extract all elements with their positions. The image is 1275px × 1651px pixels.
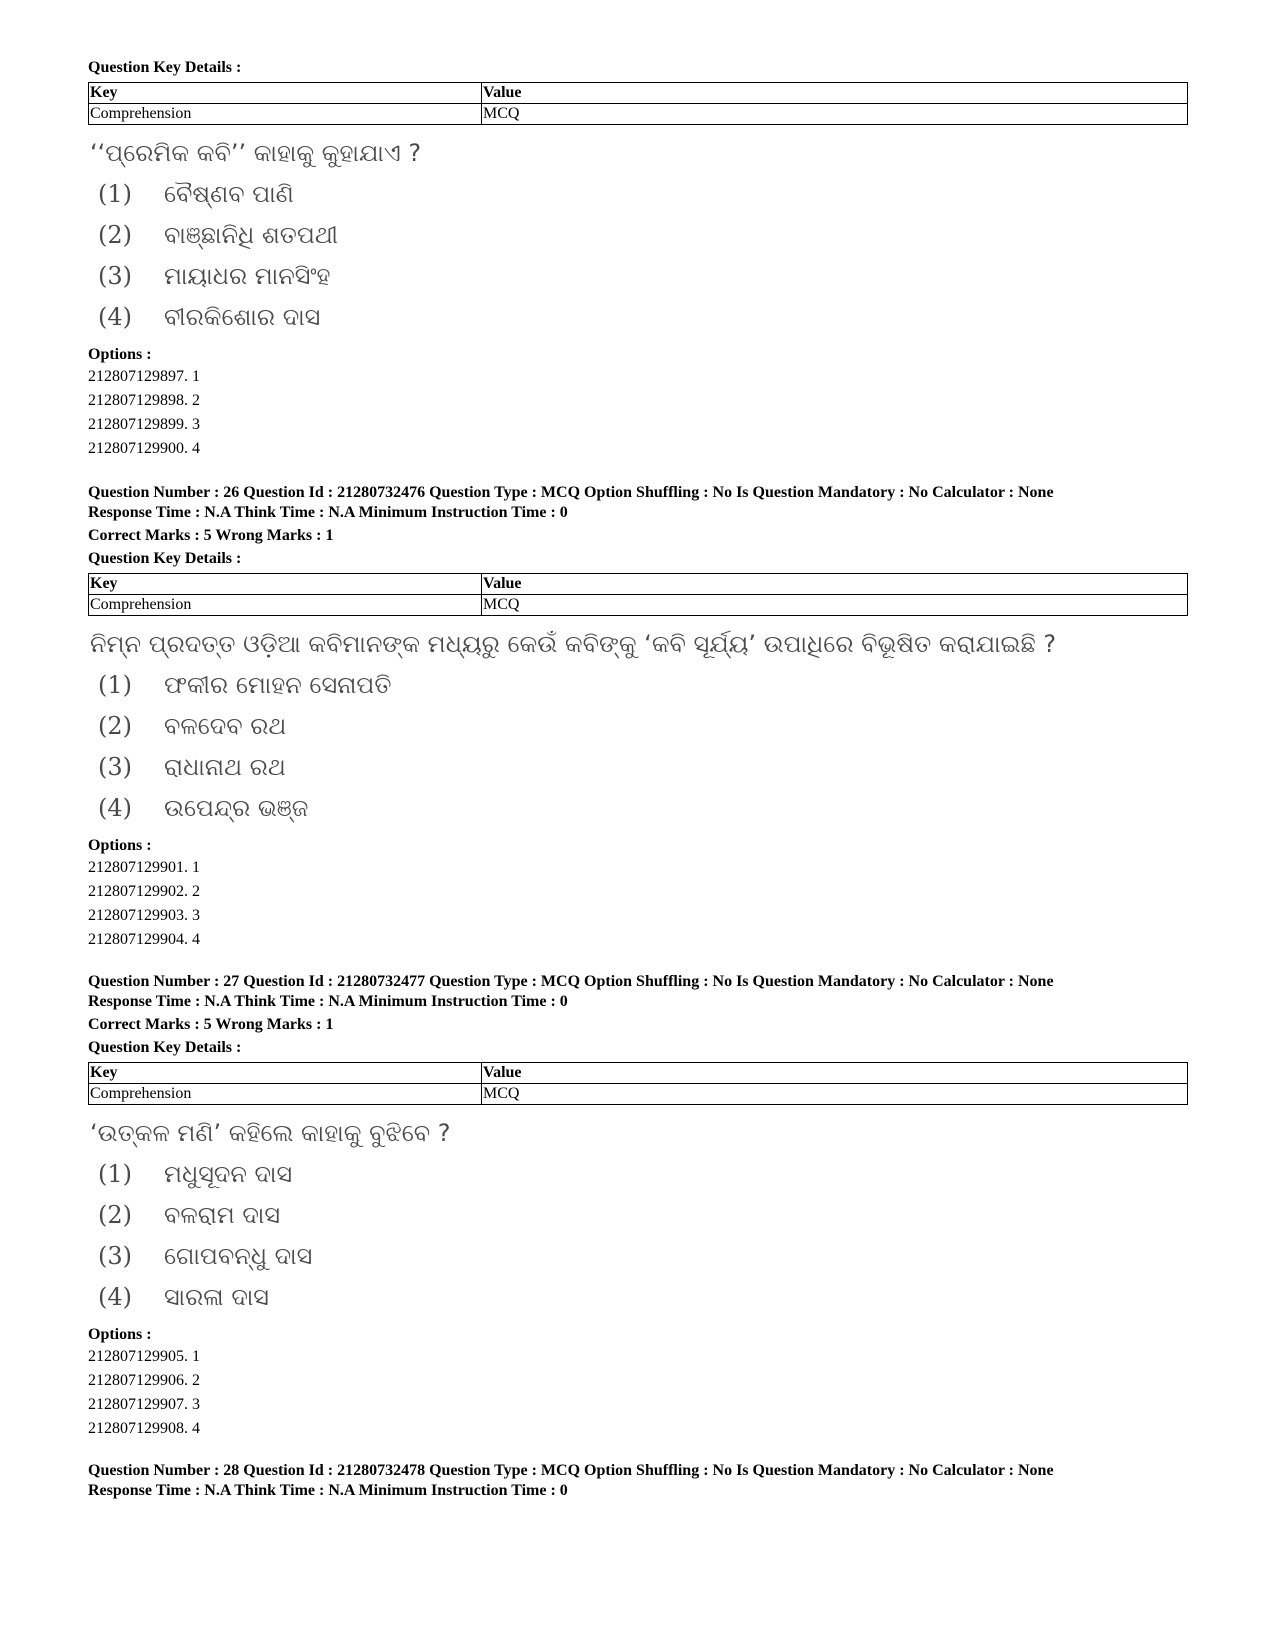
table-header-row xyxy=(89,83,1188,104)
question-header-line: Question Number : 26 Question Id : 21280732476 Question Type : MCQ Option Shuffling : No Is Question Mandatory : No Calculator : None xyxy=(88,484,1054,501)
choice-text: ରାଧାନାଥ ରଥ xyxy=(164,752,286,781)
choice-number: (2) xyxy=(98,711,132,740)
choice-text: ବଳଦେବ ରଥ xyxy=(164,711,287,740)
choice-item xyxy=(88,705,1188,746)
option-line: 212807129898. 2 xyxy=(88,392,200,409)
choice-number: (4) xyxy=(98,302,132,331)
choice-item xyxy=(88,296,1188,337)
options-label: Options : xyxy=(88,346,152,363)
choice-item xyxy=(88,255,1188,296)
option-line: 212807129906. 2 xyxy=(88,1372,200,1389)
table-header-row xyxy=(89,1063,1188,1084)
choice-number: (1) xyxy=(98,1159,132,1188)
choice-item xyxy=(88,664,1188,705)
choice-item xyxy=(88,1194,1188,1235)
choice-item xyxy=(88,746,1188,787)
question-header-line: Response Time : N.A Think Time : N.A Minimum Instruction Time : 0 xyxy=(88,1482,568,1499)
question-header-line: Question Number : 27 Question Id : 21280732477 Question Type : MCQ Option Shuffling : No Is Question Mandatory : No Calculator : None xyxy=(88,973,1054,990)
choice-number: (1) xyxy=(98,179,132,208)
table-row xyxy=(89,595,1188,616)
choice-text: ଉପେନ୍ଦ୍ର ଭଞ୍ଜ xyxy=(164,793,309,822)
marks-line: Correct Marks : 5 Wrong Marks : 1 xyxy=(88,527,334,544)
key-value-table xyxy=(88,1062,1188,1105)
choice-item xyxy=(88,173,1188,214)
table-row xyxy=(89,1084,1188,1105)
table-cell-value: MCQ xyxy=(482,104,1188,125)
choice-number: (3) xyxy=(98,752,132,781)
options-label: Options : xyxy=(88,1326,152,1343)
table-cell-key: Comprehension xyxy=(89,1084,482,1105)
key-value-table xyxy=(88,573,1188,616)
choice-item xyxy=(88,1235,1188,1276)
option-line: 212807129907. 3 xyxy=(88,1396,200,1413)
choice-number: (2) xyxy=(98,1200,132,1229)
choice-item xyxy=(88,787,1188,828)
table-header-value: Value xyxy=(482,574,1188,595)
choice-text: ମାୟାଧର ମାନସିଂହ xyxy=(164,261,331,290)
choice-text: ବାଞ୍ଛାନିଧି ଶତପଥୀ xyxy=(164,220,339,249)
option-line: 212807129897. 1 xyxy=(88,368,200,385)
table-header-value: Value xyxy=(482,1063,1188,1084)
option-line: 212807129908. 4 xyxy=(88,1420,200,1437)
table-header-key: Key xyxy=(89,83,482,104)
table-header-key: Key xyxy=(89,574,482,595)
marks-line: Correct Marks : 5 Wrong Marks : 1 xyxy=(88,1016,334,1033)
choice-number: (1) xyxy=(98,670,132,699)
table-cell-key: Comprehension xyxy=(89,104,482,125)
choice-text: ବୀରକିଶୋର ଦାସ xyxy=(164,302,321,331)
option-line: 212807129905. 1 xyxy=(88,1348,200,1365)
option-line: 212807129904. 4 xyxy=(88,931,200,948)
choice-text: ମଧୁସୂଦନ ଦାସ xyxy=(164,1159,293,1188)
table-header-row xyxy=(89,574,1188,595)
option-line: 212807129900. 4 xyxy=(88,440,200,457)
question-header-line: Question Number : 28 Question Id : 21280732478 Question Type : MCQ Option Shuffling : No Is Question Mandatory : No Calculator : None xyxy=(88,1462,1054,1479)
choice-text: ବୈଷ୍ଣବ ପାଣି xyxy=(164,179,294,208)
option-line: 212807129899. 3 xyxy=(88,416,200,433)
key-details-label: Question Key Details : xyxy=(88,550,242,567)
table-cell-value: MCQ xyxy=(482,595,1188,616)
choice-number: (3) xyxy=(98,1241,132,1270)
table-header-value: Value xyxy=(482,83,1188,104)
table-header-key: Key xyxy=(89,1063,482,1084)
key-details-label: Question Key Details : xyxy=(88,1039,242,1056)
options-label: Options : xyxy=(88,837,152,854)
question-block-26 xyxy=(88,483,1188,952)
choice-item xyxy=(88,1153,1188,1194)
choice-number: (2) xyxy=(98,220,132,249)
choice-text: ଗୋପବନ୍ଧୁ ଦାସ xyxy=(164,1241,313,1270)
question-image xyxy=(88,1113,1188,1317)
key-details-label: Question Key Details : xyxy=(88,59,242,76)
choice-number: (3) xyxy=(98,261,132,290)
table-cell-key: Comprehension xyxy=(89,595,482,616)
choice-text: ବଳରାମ ଦାସ xyxy=(164,1200,280,1229)
option-line: 212807129901. 1 xyxy=(88,859,200,876)
choice-text: ଫକୀର ମୋହନ ସେନାପତି xyxy=(164,670,392,699)
key-value-table xyxy=(88,82,1188,125)
question-block-25 xyxy=(88,58,1188,461)
choice-item xyxy=(88,1276,1188,1317)
choice-item xyxy=(88,214,1188,255)
question-header-line: Response Time : N.A Think Time : N.A Minimum Instruction Time : 0 xyxy=(88,993,568,1010)
question-block-28 xyxy=(88,1461,1188,1501)
table-row xyxy=(89,104,1188,125)
option-line: 212807129902. 2 xyxy=(88,883,200,900)
question-header-line: Response Time : N.A Think Time : N.A Minimum Instruction Time : 0 xyxy=(88,504,568,521)
question-image xyxy=(88,624,1188,828)
question-text: ‘‘ପ୍ରେମିକ କବି’’ କାହାକୁ କୁହାଯାଏ ? xyxy=(90,139,422,167)
question-image xyxy=(88,133,1188,337)
question-block-27 xyxy=(88,972,1188,1441)
choice-number: (4) xyxy=(98,793,132,822)
choice-text: ସାରଳା ଦାସ xyxy=(164,1282,269,1311)
question-text: ନିମ୍ନ ପ୍ରଦତ୍ତ ଓଡ଼ିଆ କବିମାନଙ୍କ ମଧ୍ୟରୁ କେଉଁ କବିଙ୍କୁ ‘କବି ସୂର୍ଯ୍ୟ’ ଉପାଧିରେ ବିଭୂଷିତ କରାଯାଇଛି ? xyxy=(90,630,1057,658)
choice-number: (4) xyxy=(98,1282,132,1311)
question-text: ‘ଉତ୍କଳ ମଣି’ କହିଲେ କାହାକୁ ବୁଝିବେ ? xyxy=(90,1119,451,1147)
option-line: 212807129903. 3 xyxy=(88,907,200,924)
table-cell-value: MCQ xyxy=(482,1084,1188,1105)
